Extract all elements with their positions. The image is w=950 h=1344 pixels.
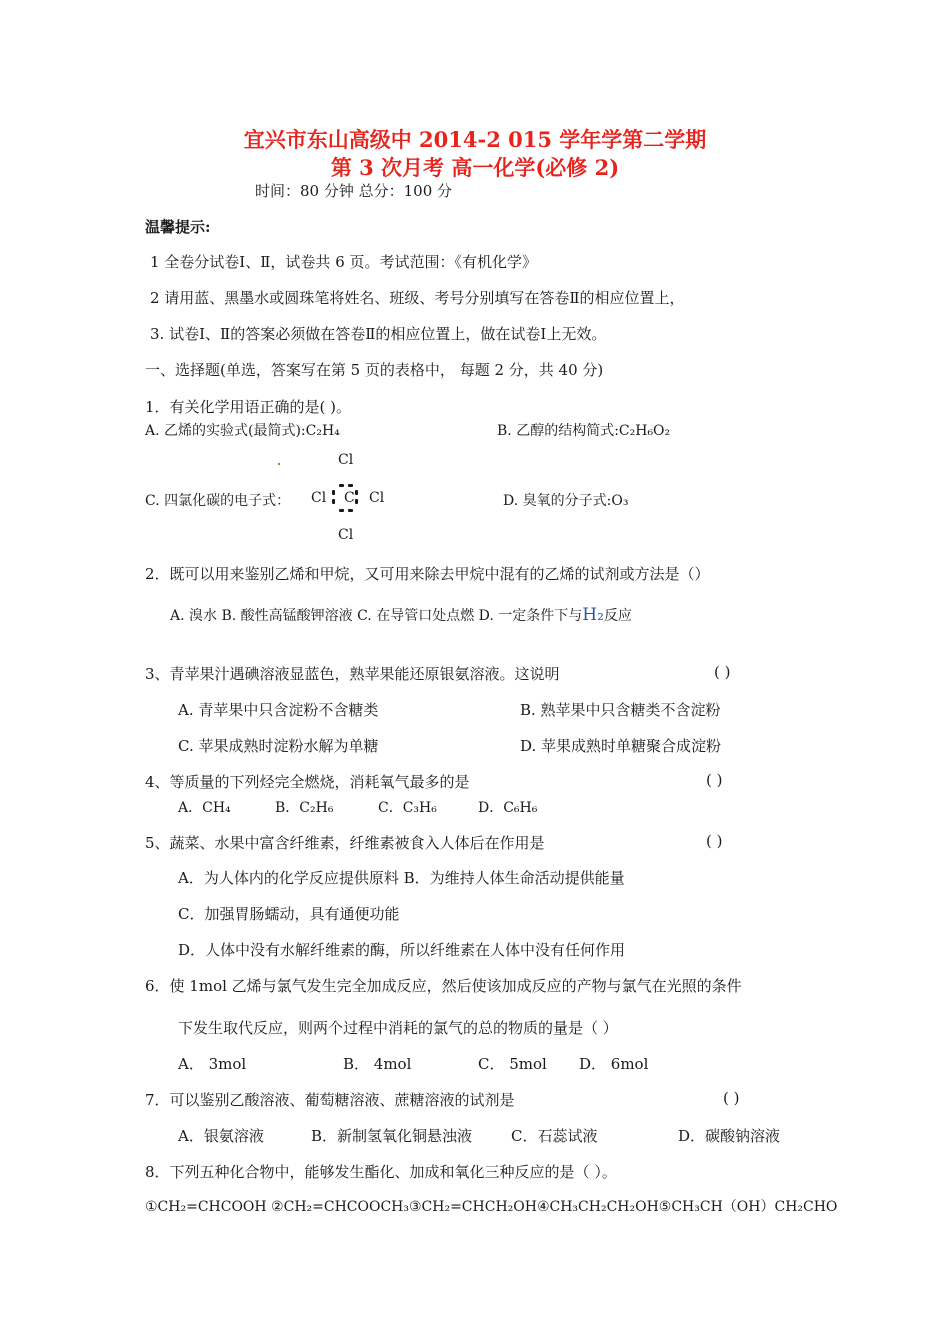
q5-option-d: D．人体中没有水解纤维素的酶，所以纤维素在人体中没有任何作用	[178, 941, 626, 959]
section-heading: 一、选择题(单选，答案写在第 5 页的表格中， 每题 2 分，共 40 分)	[145, 361, 604, 379]
q5-answer-bracket: ( )	[706, 832, 723, 850]
h2-formula: H₂	[582, 605, 604, 625]
ccl4-left-cl: Cl	[311, 490, 327, 506]
q7-option-c: C．石蕊试液	[511, 1127, 598, 1145]
q6-option-d: D． 6mol	[579, 1055, 649, 1073]
q1-option-b: B. 乙醇的结构简式:C₂H₆O₂	[497, 423, 671, 439]
q3-option-c: C. 苹果成熟时淀粉水解为单糖	[178, 737, 379, 755]
notice-heading: 温馨提示:	[145, 218, 211, 236]
q3-option-d: D. 苹果成熟时单糖聚合成淀粉	[520, 737, 722, 755]
q1-option-d: D. 臭氧的分子式:O₃	[503, 493, 629, 509]
notice-item-2: 2 请用蓝、黑墨水或圆珠笔将姓名、班级、考号分别填写在答卷Ⅱ的相应位置上，	[150, 289, 685, 307]
notice-item-1: 1 全卷分试卷Ⅰ、Ⅱ，试卷共 6 页。考试范围：《有机化学》	[150, 253, 538, 271]
q6-option-c: C． 5mol	[478, 1055, 547, 1073]
speck-mark	[278, 463, 280, 465]
exam-title-line1: 宜兴市东山高级中 2014-2 015 学年学第二学期	[243, 127, 707, 152]
q2-options-end: 反应	[603, 608, 632, 624]
notice-item-3: 3. 试卷Ⅰ、Ⅱ的答案必须做在答卷Ⅱ的相应位置上，做在试卷Ⅰ上无效。	[150, 325, 607, 343]
q8-compounds: ①CH₂=CHCOOH ②CH₂=CHCOOCH₃③CH₂=CHCH₂OH④CH₃CH₂CH₂OH⑤CH₃CH（OH）CH₂CHO	[145, 1199, 838, 1215]
q5-option-c: C．加强胃肠蠕动，具有通便功能	[178, 905, 400, 923]
q4-option-a: A．CH₄	[178, 800, 231, 816]
q3-option-a: A. 青苹果中只含淀粉不含糖类	[178, 701, 379, 719]
electron-pair-top	[339, 484, 353, 487]
q3-stem: 3、青苹果汁遇碘溶液显蓝色，熟苹果能还原银氨溶液。这说明	[145, 665, 560, 683]
q2-options-text: A. 溴水 B. 酸性高锰酸钾溶液 C. 在导管口处点燃 D. 一定条件下与	[170, 608, 583, 624]
q7-answer-bracket: ( )	[723, 1089, 740, 1107]
q7-option-a: A．银氨溶液	[178, 1127, 264, 1145]
q1-option-a: A. 乙烯的实验式(最简式):C₂H₄	[145, 423, 340, 439]
q4-option-d: D．C₆H₆	[478, 800, 538, 816]
q8-stem: 8．下列五种化合物中，能够发生酯化、加成和氧化三种反应的是（ ）。	[145, 1163, 617, 1181]
q2-options	[170, 605, 632, 625]
electron-pair-right	[355, 490, 358, 504]
ccl4-top-cl: Cl	[338, 452, 354, 468]
exam-title-line2: 第 3 次月考 高一化学(必修 2)	[330, 155, 620, 180]
ccl4-center-c: C	[344, 490, 355, 506]
q7-stem: 7．可以鉴别乙酸溶液、葡萄糖溶液、蔗糖溶液的试剂是	[145, 1091, 515, 1109]
q4-answer-bracket: ( )	[706, 771, 723, 789]
q7-option-d: D．碳酸钠溶液	[678, 1127, 781, 1145]
q2-stem: 2．既可以用来鉴别乙烯和甲烷，又可用来除去甲烷中混有的乙烯的试剂或方法是（）	[145, 565, 710, 583]
time-score-info: 时间：80 分钟 总分：100 分	[255, 182, 453, 200]
q7-option-b: B．新制氢氧化铜悬浊液	[311, 1127, 473, 1145]
q1-stem: 1．有关化学用语正确的是( )。	[145, 398, 352, 416]
q4-option-b: B．C₂H₆	[275, 800, 334, 816]
q3-answer-bracket: ( )	[714, 663, 731, 681]
ccl4-right-cl: Cl	[369, 490, 385, 506]
q4-option-c: C．C₃H₆	[378, 800, 437, 816]
q1-option-c-label: C. 四氯化碳的电子式：	[145, 493, 291, 509]
q5-stem: 5、蔬菜、水果中富含纤维素，纤维素被食入人体后在作用是	[145, 834, 545, 852]
q6-option-b: B． 4mol	[343, 1055, 412, 1073]
q5-options-ab: A．为人体内的化学反应提供原料 B．为维持人体生命活动提供能量	[178, 869, 625, 887]
q6-stem-cont: 下发生取代反应，则两个过程中消耗的氯气的总的物质的量是（ ）	[178, 1019, 618, 1037]
q6-option-a: A． 3mol	[178, 1055, 247, 1073]
q4-stem: 4、等质量的下列烃完全燃烧，消耗氧气最多的是	[145, 773, 470, 791]
q3-option-b: B. 熟苹果中只含糖类不含淀粉	[520, 701, 721, 719]
q6-stem: 6．使 1mol 乙烯与氯气发生完全加成反应，然后使该加成反应的产物与氯气在光照的条件	[145, 977, 742, 995]
electron-pair-left	[332, 490, 335, 504]
ccl4-bottom-cl: Cl	[338, 527, 354, 543]
electron-pair-bottom	[339, 509, 353, 512]
